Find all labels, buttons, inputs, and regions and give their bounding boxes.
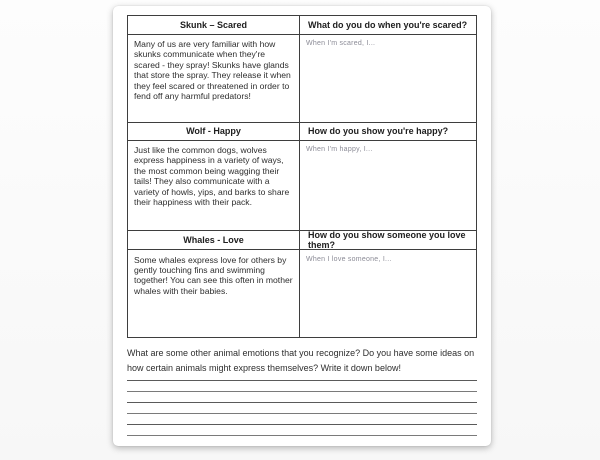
row-title-label: Whales - Love xyxy=(183,234,244,245)
row-title-wolf-happy xyxy=(128,123,300,141)
writing-line xyxy=(127,402,477,403)
animal-emotions-table xyxy=(127,15,477,338)
row-question-happy xyxy=(300,123,476,141)
worksheet-page xyxy=(113,6,491,446)
writing-line xyxy=(127,391,477,392)
row-answer-happy: When I'm happy, I... xyxy=(300,141,476,231)
writing-line xyxy=(127,380,477,381)
row-title-label: Skunk – Scared xyxy=(179,19,248,30)
row-question-scared xyxy=(300,16,476,35)
row-answer-love: When I love someone, I... xyxy=(306,255,392,263)
row-question-love xyxy=(300,231,476,251)
row-title-label: Wolf - Happy xyxy=(186,126,241,136)
bottom-prompt: What are some other animal emotions that you recognize? Do you have some ideas on how certain animals might express themselves? Write it down below! xyxy=(127,348,475,373)
row-question-label: How do you show you're happy? xyxy=(308,126,449,136)
row-body-skunk: Many of us are very familiar with how skunks communicate when they're scared - they spray! Skunks have glands that store the spray. They release it when they feel scared or threatened in order to fend off any harmful predators! xyxy=(128,35,300,123)
row-body-whales: Some whales express love for others by gently touching fins and swimming together! You can see this often in mother whales with their babies. xyxy=(128,250,300,337)
row-body-wolf: Just like the common dogs, wolves express happiness in a variety of ways, the most common being wagging their tails! They also communicate with a variety of howls, yips, and barks to share their happiness with their pack. xyxy=(128,141,300,231)
row-answer-scared: When I'm scared, I... xyxy=(300,35,476,123)
row-title-whales-love xyxy=(128,231,300,251)
writing-line xyxy=(127,435,477,436)
writing-lines xyxy=(127,380,477,447)
row-question-label: How do you show someone you love them? xyxy=(308,229,466,250)
writing-line xyxy=(127,413,477,414)
row-title-skunk-scared xyxy=(128,16,300,35)
row-question-label: What do you do when you're scared? xyxy=(308,19,468,30)
writing-line xyxy=(127,424,477,425)
